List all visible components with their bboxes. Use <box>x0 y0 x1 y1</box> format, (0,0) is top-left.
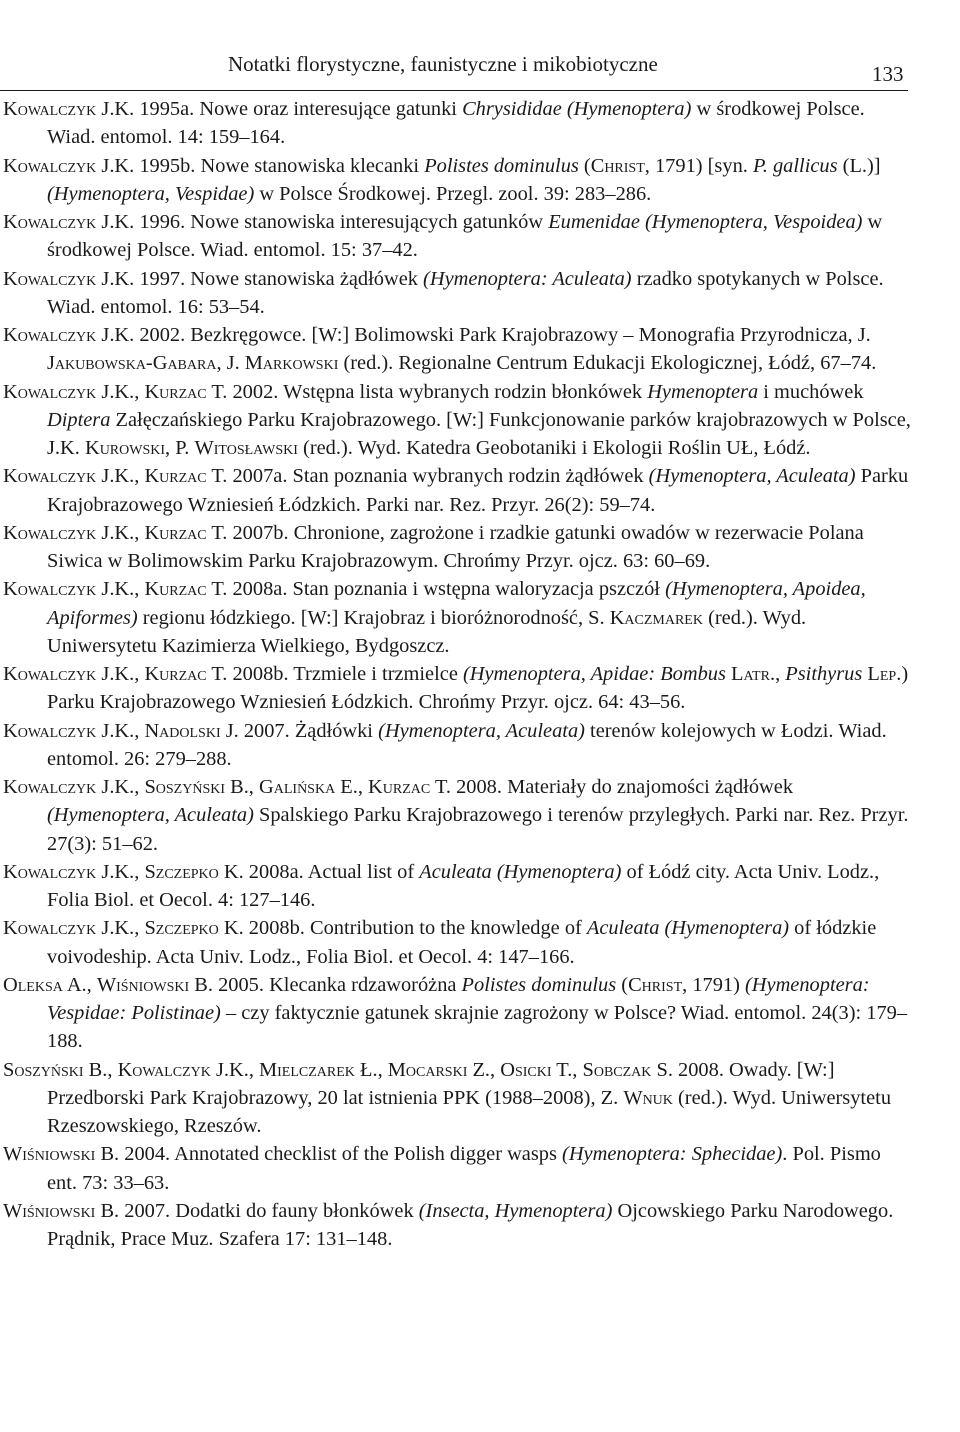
reference-text: w środkowej Polsce. Wiad. entomol. 14: 159–164. <box>47 98 865 149</box>
reference-list <box>0 95 960 1253</box>
reference-entry <box>0 1056 911 1141</box>
reference-text: E., <box>335 776 369 798</box>
reference-text: ) Parku Krajobrazowego Wzniesień Łódzkich. Chrońmy Przyr. ojcz. 64: 43–56. <box>47 663 909 714</box>
reference-text: J.K. 1995a. Nowe oraz interesujące gatunki <box>96 98 463 120</box>
author-name: Kurzac <box>144 465 207 488</box>
author-name: Kurzac <box>368 776 431 798</box>
author-name: Oleksa <box>3 973 63 996</box>
author-name: Kowalczyk <box>3 98 97 120</box>
reference-text: J.K., <box>96 776 145 798</box>
reference-text: J.K., <box>96 917 145 940</box>
reference-text: J.K. 2002. Bezkręgowce. [W:] Bolimowski Park Krajobrazowy – Monografia Przyrodnicza, J. <box>96 324 871 346</box>
reference-text: J.K., <box>96 719 145 742</box>
reference-text: J.K., <box>96 578 145 601</box>
reference-entry <box>0 660 911 717</box>
reference-entry <box>0 378 911 463</box>
author-name: Mocarski <box>387 1058 468 1081</box>
reference-text: . Pol. Pismo ent. 73: 33–63. <box>47 1143 881 1194</box>
author-name: Soszyński <box>144 776 226 798</box>
running-title: Notatki florystyczne, faunistyczne i mikobiotyczne <box>228 52 658 76</box>
reference-text: terenów kolejowych w Łodzi. Wiad. entomol. 26: 279–288. <box>47 719 887 770</box>
reference-text: (red.). Wyd. Katedra Geobotaniki i Ekologii Roślin UŁ, Łódź. <box>297 437 811 459</box>
reference-text: T. 2008a. Stan poznania i wstępna waloryzacja pszczół <box>206 578 666 601</box>
author-name: Kurzac <box>144 380 207 403</box>
reference-text: A., <box>62 973 97 996</box>
taxon-name: (Hymenoptera, Apoidea, Apiformes) <box>47 578 866 629</box>
author-name: Kowalczyk <box>3 267 97 290</box>
reference-entry <box>0 914 911 971</box>
reference-entry <box>0 971 911 1056</box>
reference-text: J.K. 1996. Nowe stanowiska interesujących gatunków <box>96 211 549 233</box>
author-name: Kaczmarek <box>609 606 703 629</box>
taxon-name: (Hymenoptera, Apidae: Bombus <box>462 663 726 685</box>
taxon-name: Eumenidae (Hymenoptera, Vespoidea) <box>548 211 863 233</box>
author-name: Wiśniowski <box>96 973 190 996</box>
author-name: Nadolski <box>144 719 221 742</box>
taxon-name: Hymenoptera <box>647 380 759 403</box>
reference-text: rzadko spotykanych w Polsce. Wiad. entomol. 16: 53–54. <box>47 267 884 318</box>
reference-text: w środkowej Polsce. Wiad. entomol. 15: 37–42. <box>47 211 883 262</box>
reference-text: S. 2008. Owady. [W:] Przedborski Park Krajobrazowy, 20 lat istnienia PPK (1988–2008), Z. <box>47 1058 835 1109</box>
reference-entry <box>0 265 911 322</box>
reference-entry <box>0 575 911 660</box>
taxon-name: Psithyrus <box>785 663 863 685</box>
reference-text: B. 2007. Dodatki do fauny błonkówek <box>95 1199 419 1222</box>
reference-text: T. 2007b. Chronione, zagrożone i rzadkie gatunki owadów w rezerwacie Polana Siwica w Bolimowskim Parku Krajobrazowym. Chrońmy Przyr. ojcz. 63: 60–69. <box>47 521 864 572</box>
reference-text: – czy faktycznie gatunek skrajnie zagrożony w Polsce? Wiad. entomol. 24(3): 179–188. <box>47 1002 908 1053</box>
reference-entry <box>0 152 911 209</box>
reference-text: Ojcowskiego Parku Narodowego. Prądnik, Prace Muz. Szafera 17: 131–148. <box>47 1199 894 1250</box>
reference-text: T. 2008. Materiały do znajomości żądłówek <box>430 776 794 798</box>
author-name: Christ <box>628 973 683 996</box>
taxon-name: (Hymenoptera: Vespidae: Polistinae) <box>47 973 870 1024</box>
reference-text: T., <box>551 1058 583 1081</box>
reference-text: Ł., <box>354 1058 388 1081</box>
reference-entry <box>0 1197 911 1254</box>
reference-text: (L.)] <box>837 154 881 177</box>
reference-entry <box>0 717 911 774</box>
reference-entry <box>0 321 911 378</box>
reference-text: J. 2007. Żądłówki <box>220 719 379 742</box>
reference-text: T. 2008b. Trzmiele i trzmielce <box>206 663 463 685</box>
taxon-name: (Hymenoptera: Aculeata) <box>423 267 632 290</box>
reference-text: J.K., <box>96 663 145 685</box>
reference-entry <box>0 519 911 576</box>
reference-text: T. 2002. Wstępna lista wybranych rodzin błonkówek <box>206 380 648 403</box>
author-name: Szczepko <box>144 917 219 940</box>
reference-text: K. 2008a. Actual list of <box>218 860 420 883</box>
author-name: Kurzac <box>144 663 207 685</box>
reference-entry <box>0 1140 911 1197</box>
author-name: Kurzac <box>144 578 207 601</box>
reference-text: ( <box>578 154 591 177</box>
reference-text: J.K., <box>96 465 145 488</box>
reference-text: B., <box>83 1058 118 1081</box>
taxon-name: (Hymenoptera, Aculeata) <box>648 465 856 488</box>
author-name: Lep. <box>867 663 902 685</box>
taxon-name: Polistes dominulus <box>461 973 617 996</box>
reference-text: J.K., <box>96 380 145 403</box>
reference-text: (red.). Regionalne Centrum Edukacji Ekologicznej, Łódź, 67–74. <box>338 352 877 375</box>
taxon-name: Polistes dominulus <box>424 154 579 177</box>
taxon-name: (Hymenoptera, Vespidae) <box>47 182 255 205</box>
reference-text: i muchówek <box>758 380 864 403</box>
author-name: Sobczak <box>582 1058 652 1081</box>
author-name: Wiśniowski <box>3 1143 96 1166</box>
reference-text: Parku Krajobrazowego Wzniesień Łódzkich. Parki nar. Rez. Przyr. 26(2): 59–74. <box>47 465 909 516</box>
reference-text: Załęczańskiego Parku Krajobrazowego. [W:] Funkcjonowanie parków krajobrazowych w Polsce, J.K. <box>47 408 911 459</box>
author-name: Kowalczyk <box>3 776 97 798</box>
taxon-name: Diptera <box>47 408 111 431</box>
reference-text: J.K., <box>210 1058 260 1081</box>
reference-text: w Polsce Środkowej. Przegl. zool. 39: 283–286. <box>254 182 652 205</box>
author-name: Jakubowska-Gabara <box>47 352 217 375</box>
author-name: Kowalczyk <box>3 663 97 685</box>
author-name: Kurzac <box>144 521 207 544</box>
reference-entry <box>0 773 911 858</box>
author-name: Kowalczyk <box>3 211 97 233</box>
author-name: Kowalczyk <box>3 917 97 940</box>
reference-text: , J. <box>216 352 245 375</box>
taxon-name: Chrysididae (Hymenoptera) <box>462 98 692 120</box>
author-name: Kurowski <box>84 437 166 459</box>
reference-text: T. 2007a. Stan poznania wybranych rodzin żądłówek <box>206 465 649 488</box>
author-name: Kowalczyk <box>3 465 97 488</box>
taxon-name: (Hymenoptera: Sphecidae) <box>562 1143 783 1166</box>
reference-text: K. 2008b. Contribution to the knowledge of <box>218 917 587 940</box>
taxon-name: (Hymenoptera, Aculeata) <box>47 804 254 827</box>
author-name: Latr. <box>731 663 776 685</box>
author-name: Osicki <box>500 1058 552 1081</box>
reference-text: ( <box>616 973 629 996</box>
reference-entry <box>0 95 911 152</box>
author-name: Szczepko <box>144 860 219 883</box>
taxon-name: (Insecta, Hymenoptera) <box>418 1199 613 1222</box>
reference-text: regionu łódzkiego. [W:] Krajobraz i bioróżnorodność, S. <box>137 606 610 629</box>
reference-text: Spalskiego Parku Krajobrazowego i terenów przyległych. Parki nar. Rez. Przyr. 27(3): 51–62. <box>47 804 909 855</box>
author-name: Kowalczyk <box>3 154 97 177</box>
reference-text: J.K. 1997. Nowe stanowiska żądłówek <box>96 267 424 290</box>
reference-text: Z., <box>467 1058 501 1081</box>
author-name: Wiśniowski <box>3 1199 96 1222</box>
reference-text: J.K., <box>96 521 145 544</box>
author-name: Witosławski <box>194 437 298 459</box>
taxon-name: Aculeata (Hymenoptera) <box>419 860 622 883</box>
reference-text: (red.). Wyd. Uniwersytetu Rzeszowskiego, Rzeszów. <box>47 1086 892 1137</box>
page-number: 133 <box>872 62 904 86</box>
reference-text: , P. <box>165 437 195 459</box>
author-name: Kowalczyk <box>3 860 97 883</box>
page-header <box>0 52 960 92</box>
author-name: Mielczarek <box>259 1058 355 1081</box>
author-name: Kowalczyk <box>3 719 97 742</box>
reference-text: of łódzkie voivodeship. Acta Univ. Lodz., Folia Biol. et Oecol. 4: 147–166. <box>47 917 877 968</box>
reference-text: , 1791) <box>682 973 746 996</box>
reference-text: B., <box>225 776 260 798</box>
author-name: Kowalczyk <box>3 521 97 544</box>
author-name: Kowalczyk <box>3 578 97 601</box>
reference-text: B. 2005. Klecanka rdzaworóżna <box>189 973 462 996</box>
reference-text: , <box>775 663 786 685</box>
author-name: Kowalczyk <box>3 324 97 346</box>
author-name: Galińska <box>259 776 336 798</box>
author-name: Markowski <box>244 352 339 375</box>
reference-entry <box>0 858 911 915</box>
reference-text: (red.). Wyd. Uniwersytetu Kazimierza Wielkiego, Bydgoszcz. <box>47 606 807 657</box>
reference-text: J.K., <box>96 860 145 883</box>
reference-text: of Łódź city. Acta Univ. Lodz., Folia Biol. et Oecol. 4: 127–146. <box>47 860 880 911</box>
taxon-name: Aculeata (Hymenoptera) <box>586 917 790 940</box>
author-name: Christ <box>590 154 645 177</box>
reference-text: J.K. 1995b. Nowe stanowiska klecanki <box>96 154 425 177</box>
reference-entry <box>0 462 911 519</box>
reference-entry <box>0 208 911 265</box>
author-name: Kowalczyk <box>3 380 97 403</box>
author-name: Soszyński <box>3 1058 84 1081</box>
taxon-name: (Hymenoptera, Aculeata) <box>378 719 585 742</box>
author-name: Kowalczyk <box>117 1058 211 1081</box>
author-name: Wnuk <box>623 1086 673 1109</box>
reference-text: , 1791) [syn. <box>644 154 753 177</box>
taxon-name: P. gallicus <box>752 154 838 177</box>
header-rule <box>0 90 908 91</box>
reference-text: B. 2004. Annotated checklist of the Polish digger wasps <box>95 1143 563 1166</box>
